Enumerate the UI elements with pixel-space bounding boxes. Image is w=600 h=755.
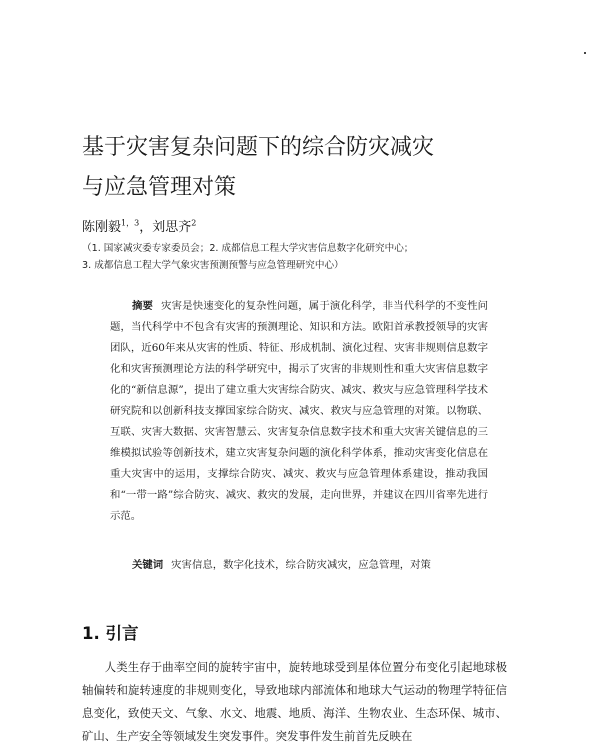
author-affiliation-mark: 2 [191,218,197,228]
title-line-2: 与应急管理对策 [82,175,237,200]
author-separator: ， [139,220,153,235]
body-paragraph: 人类生存于曲率空间的旋转宇宙中，旋转地球受到星体位置分布变化引起地球极轴偏转和旋转速度的非规则变化，导致地球内部流体和地球大气运动的物理学特征信息变化，致使天文、气象、水文、地震、地质、海洋、生物农业、生态环保、城市、矿山、生产安全等领域发生突发事件。突发事件发生前首先反映在 [82,660,507,743]
author-name: 刘思齐 [152,220,192,235]
affiliation-line: 3. 成都信息工程大学气象灾害预测预警与应急管理研究中心） [82,260,344,271]
author-name: 陈刚毅 [82,220,122,235]
affiliation-line: （1. 国家减灾委专家委员会；2. 成都信息工程大学灾害信息数字化研究中心； [82,243,414,254]
keywords-block [132,556,431,571]
abstract-block [110,296,488,527]
author-list [82,216,196,235]
abstract-text: 灾害是快速变化的复杂性问题，属于演化科学，非当代科学的不变性问题，当代科学中不包含有灾害的预测理论、知识和方法。欧阳首承教授领导的灾害团队，近60年来从灾害的性质、特征、形成机制、演化过程、灾害非规则信息数字化和灾害预测理论方法的科学研究中，揭示了灾害的非规则性和重大灾害信息数字化的“新信息源”，提出了建立重大灾害综合防灾、减灾、救灾与应急管理科学技术研究院和以创新科技支撑国家综合防灾、减灾、救灾与应急管理的对策。以物联、互联、灾害大数据、灾害智慧云、灾害复杂信息数字技术和重大灾害关键信息的三维模拟试验等创新技术，建立灾害复杂问题的演化科学体系，推动灾害变化信息在重大灾害中的运用，支撑综合防灾、减灾、救灾与应急管理体系建设，推动我国和“一带一路”综合防灾、减灾、救灾的发展，走向世界，并建议在四川省率先进行示范。 [110,300,489,522]
paper-title [82,128,502,208]
section-heading: 1. 引言 [82,624,139,643]
affiliations [82,240,582,274]
keywords-label: 关键词 [132,559,164,571]
scan-speck [584,52,586,54]
title-line-1: 基于灾害复杂问题下的综合防灾减灾 [82,135,435,160]
abstract-label: 摘要 [132,300,154,312]
keywords-text: 灾害信息，数字化技术，综合防灾减灾，应急管理，对策 [171,559,431,571]
author-affiliation-mark: 1，3 [121,218,140,228]
